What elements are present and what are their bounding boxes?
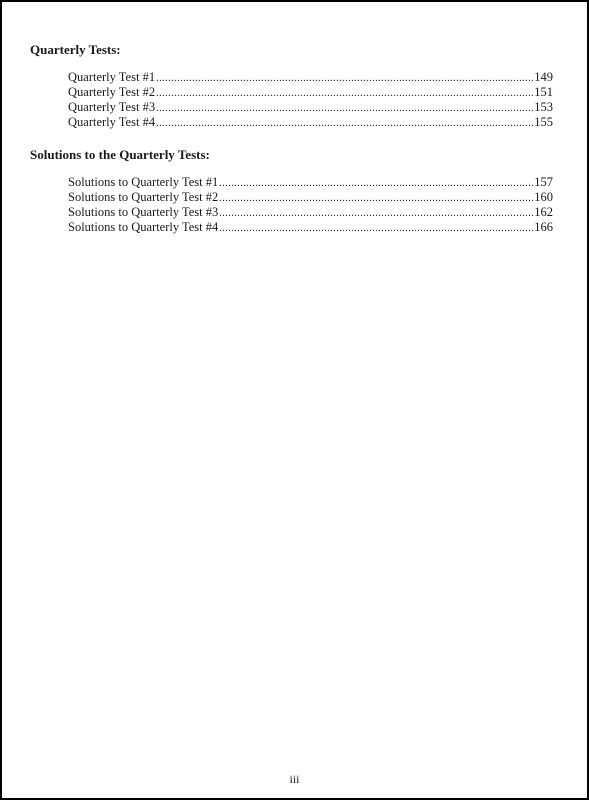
toc-entry-page: 162 xyxy=(534,205,553,219)
toc-list-quarterly-tests xyxy=(68,70,553,130)
dot-leader xyxy=(219,191,533,206)
section-heading-quarterly-tests: Quarterly Tests: xyxy=(30,42,121,57)
toc-entry-page: 160 xyxy=(534,190,553,204)
toc-entry-label: Solutions to Quarterly Test #3 xyxy=(68,205,219,219)
toc-entry-label: Solutions to Quarterly Test #1 xyxy=(68,175,219,189)
toc-entry-label: Quarterly Test #2 xyxy=(68,85,156,99)
toc-entry-page: 166 xyxy=(534,220,553,234)
toc-entry-page: 149 xyxy=(534,70,553,84)
toc-entry xyxy=(68,220,553,235)
toc-entry xyxy=(68,100,553,115)
toc-entry-label: Solutions to Quarterly Test #2 xyxy=(68,190,219,204)
dot-leader xyxy=(156,116,533,131)
toc-entry xyxy=(68,190,553,205)
toc-entry-page: 157 xyxy=(534,175,553,189)
dot-leader xyxy=(219,206,533,221)
page-number: iii xyxy=(289,772,300,786)
dot-leader xyxy=(156,101,533,116)
toc-entry xyxy=(68,115,553,130)
toc-entry-page: 151 xyxy=(534,85,553,99)
toc-entry-label: Quarterly Test #1 xyxy=(68,70,156,84)
dot-leader xyxy=(156,71,533,86)
toc-entry xyxy=(68,70,553,85)
toc-entry-label: Quarterly Test #3 xyxy=(68,100,156,114)
section-heading-solutions: Solutions to the Quarterly Tests: xyxy=(30,147,210,162)
toc-entry xyxy=(68,205,553,220)
toc-entry-page: 153 xyxy=(534,100,553,114)
toc-entry xyxy=(68,85,553,100)
toc-entry xyxy=(68,175,553,190)
dot-leader xyxy=(219,176,533,191)
dot-leader xyxy=(219,221,533,236)
toc-entry-label: Quarterly Test #4 xyxy=(68,115,156,129)
toc-list-solutions xyxy=(68,175,553,235)
dot-leader xyxy=(156,86,533,101)
toc-entry-label: Solutions to Quarterly Test #4 xyxy=(68,220,219,234)
toc-entry-page: 155 xyxy=(534,115,553,129)
